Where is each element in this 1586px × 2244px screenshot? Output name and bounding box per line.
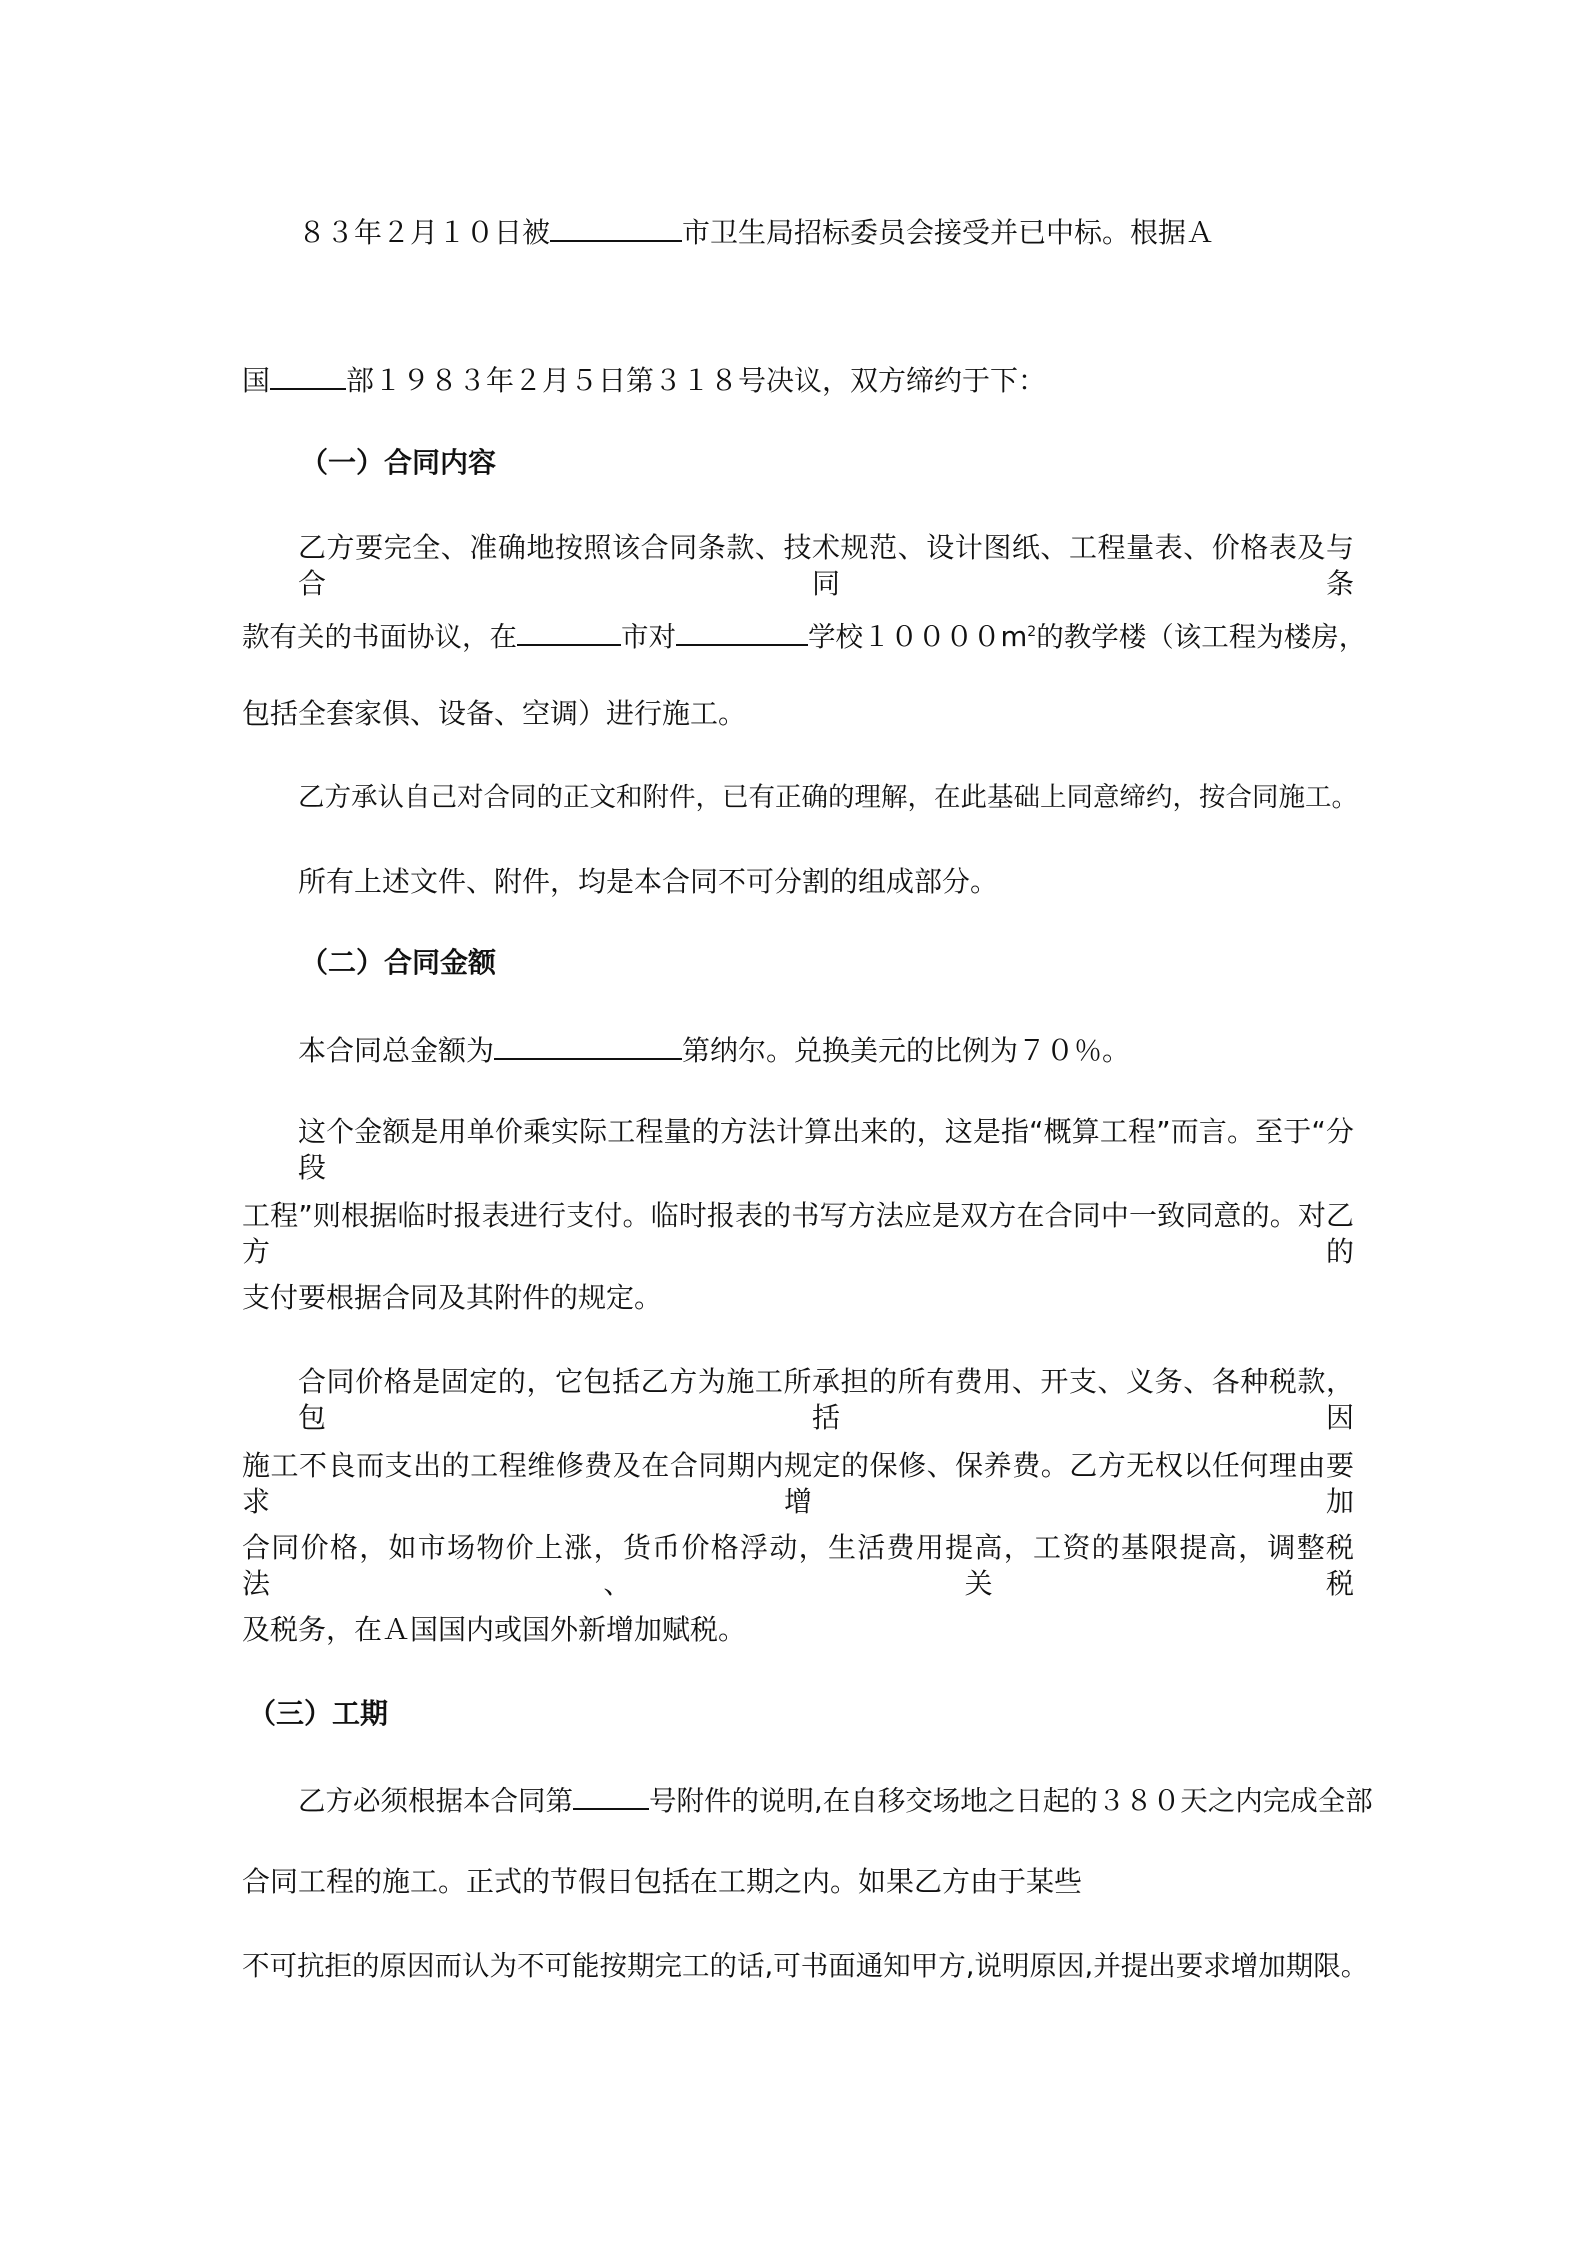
sec2-para2-line1: 这个金额是用单价乘实际工程量的方法计算出来的，这是指“概算工程”而言。至于“分段 (298, 1115, 1354, 1184)
sec3-para1-line2: 合同工程的施工。正式的节假日包括在工期之内。如果乙方由于某些 (242, 1865, 1083, 1898)
sec2-para2-line3: 支付要根据合同及其附件的规定。 (242, 1281, 663, 1314)
sec2-para2-line2: 工程”则根据临时报表进行支付。临时报表的书写方法应是双方在合同中一致同意的。对乙方的 (242, 1199, 1354, 1268)
intro-line-2 (242, 360, 1046, 396)
city-blank (550, 212, 682, 242)
section-3-heading: （三）工期 (248, 1697, 389, 1730)
sec1-para1-line3: 包括全套家俱、设备、空调）进行施工。 (242, 697, 747, 730)
sec2-para1-b: 第纳尔。兑换美元的比例为７０％。 (682, 1034, 1131, 1067)
sec3-para1-line3: 不可抗拒的原因而认为不可能按期完工的话,可书面通知甲方,说明原因,并提出要求增加期限。 (242, 1950, 1369, 1982)
intro-line-2-text-b: 部１９８３年２月５日第３１８号决议，双方缔约于下： (346, 364, 1047, 397)
sec3-para1-line1-a: 乙方必须根据本合同第 (298, 1785, 573, 1817)
sec1-para1-line2-b: 市对 (621, 621, 676, 653)
sec2-para3-line3: 合同价格，如市场物价上涨，货币价格浮动，生活费用提高，工资的基限提高，调整税法、关税 (242, 1531, 1354, 1600)
ministry-blank (270, 360, 346, 390)
sec1-para1-line2-d: 的教学楼（该工程为楼房， (1036, 621, 1367, 653)
sec2-para3-line4: 及税务，在Ａ国国内或国外新增加赋税。 (242, 1613, 747, 1646)
annex-blank (573, 1780, 649, 1810)
intro-line-1 (298, 212, 1214, 248)
sec1-para2: 乙方承认自己对合同的正文和附件，已有正确的理解，在此基础上同意缔约，按合同施工。 (298, 782, 1358, 813)
square-superscript: 2 (1027, 623, 1037, 640)
intro-line-2-text-a: 国 (242, 364, 271, 397)
sec2-para1-a: 本合同总金额为 (298, 1034, 495, 1067)
intro-line-1-text-a: ８３年２月１０日被 (298, 216, 551, 249)
sec1-para1-line2 (242, 616, 1366, 652)
sec1-para1-line1: 乙方要完全、准确地按照该合同条款、技术规范、设计图纸、工程量表、价格表及与合同条 (298, 531, 1354, 600)
section-1-heading: （一）合同内容 (300, 446, 497, 479)
intro-line-1-text-b: 市卫生局招标委员会接受并已中标。根据Ａ (682, 216, 1215, 249)
school-blank (676, 616, 808, 646)
city-blank-2 (517, 616, 621, 646)
sec1-para3: 所有上述文件、附件，均是本合同不可分割的组成部分。 (298, 865, 999, 898)
sec3-para1-line1 (298, 1780, 1373, 1816)
amount-blank (494, 1030, 682, 1060)
sec1-para1-line2-c: 学校１００００m (808, 621, 1028, 653)
section-2-heading: （二）合同金额 (300, 946, 497, 979)
sec3-para1-line1-b: 号附件的说明,在自移交场地之日起的３８０天之内完成全部 (649, 1785, 1373, 1817)
sec2-para3-line2: 施工不良而支出的工程维修费及在合同期内规定的保修、保养费。乙方无权以任何理由要求增加 (242, 1449, 1354, 1518)
sec2-para3-line1: 合同价格是固定的，它包括乙方为施工所承担的所有费用、开支、义务、各种税款，包括因 (298, 1365, 1354, 1434)
sec2-para1 (298, 1030, 1130, 1066)
sec1-para1-line2-a: 款有关的书面协议，在 (242, 621, 517, 653)
